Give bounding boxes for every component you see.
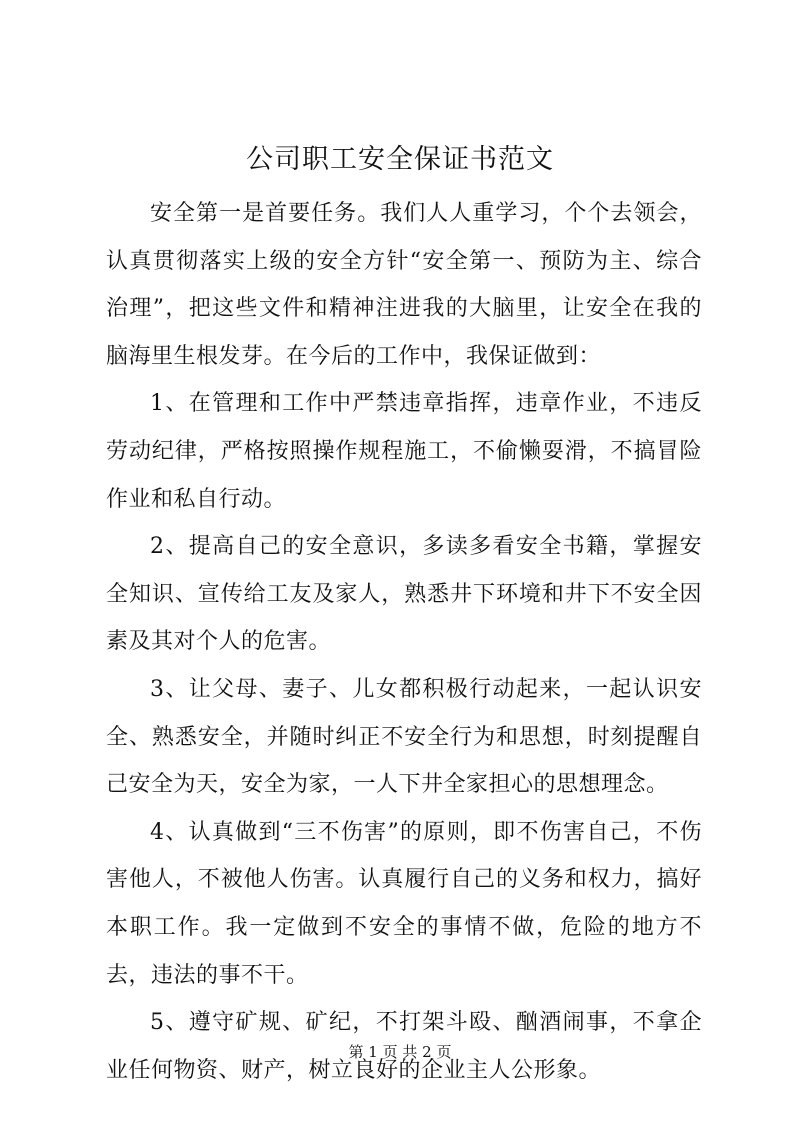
paragraph-item-5: 5、遵守矿规、矿纪，不打架斗殴、酗酒闹事，不拿企业任何物资、财产，树立良好的企业主人公形象。 xyxy=(106,1010,702,1083)
paragraph-item-1: 1、在管理和工作中严禁违章指挥，违章作业，不违反劳动纪律，严格按照操作规程施工，不偷懒耍滑，不搞冒险作业和私自行动。 xyxy=(106,391,702,512)
paragraph-item-2: 2、提高自己的安全意识，多读多看安全书籍，掌握安全知识、宣传给工友及家人，熟悉井下环境和井下不安全因素及其对个人的危害。 xyxy=(106,534,702,655)
document-title: 公司职工安全保证书范文 xyxy=(246,144,554,175)
page-footer: 第 1 页 共 2 页 xyxy=(348,1043,452,1061)
paragraph-intro: 安全第一是首要任务。我们人人重学习，个个去领会，认真贯彻落实上级的安全方针“安全第一、预防为主、综合治理”，把这些文件和精神注进我的大脑里，让安全在我的脑海里生根发芽。在今后的工作中，我保证做到： xyxy=(106,201,702,369)
paragraph-item-3: 3、让父母、妻子、儿女都积极行动起来，一起认识安全、熟悉安全，并随时纠正不安全行为和思想，时刻提醒自己安全为天，安全为家，一人下井全家担心的思想理念。 xyxy=(106,676,702,798)
paragraph-item-4: 4、认真做到“三不伤害”的原则，即不伤害自己，不伤害他人，不被他人伤害。认真履行自己的义务和权力，搞好本职工作。我一定做到不安全的事情不做，危险的地方不去，违法的事不干。 xyxy=(106,819,702,988)
document-body xyxy=(106,190,702,1094)
